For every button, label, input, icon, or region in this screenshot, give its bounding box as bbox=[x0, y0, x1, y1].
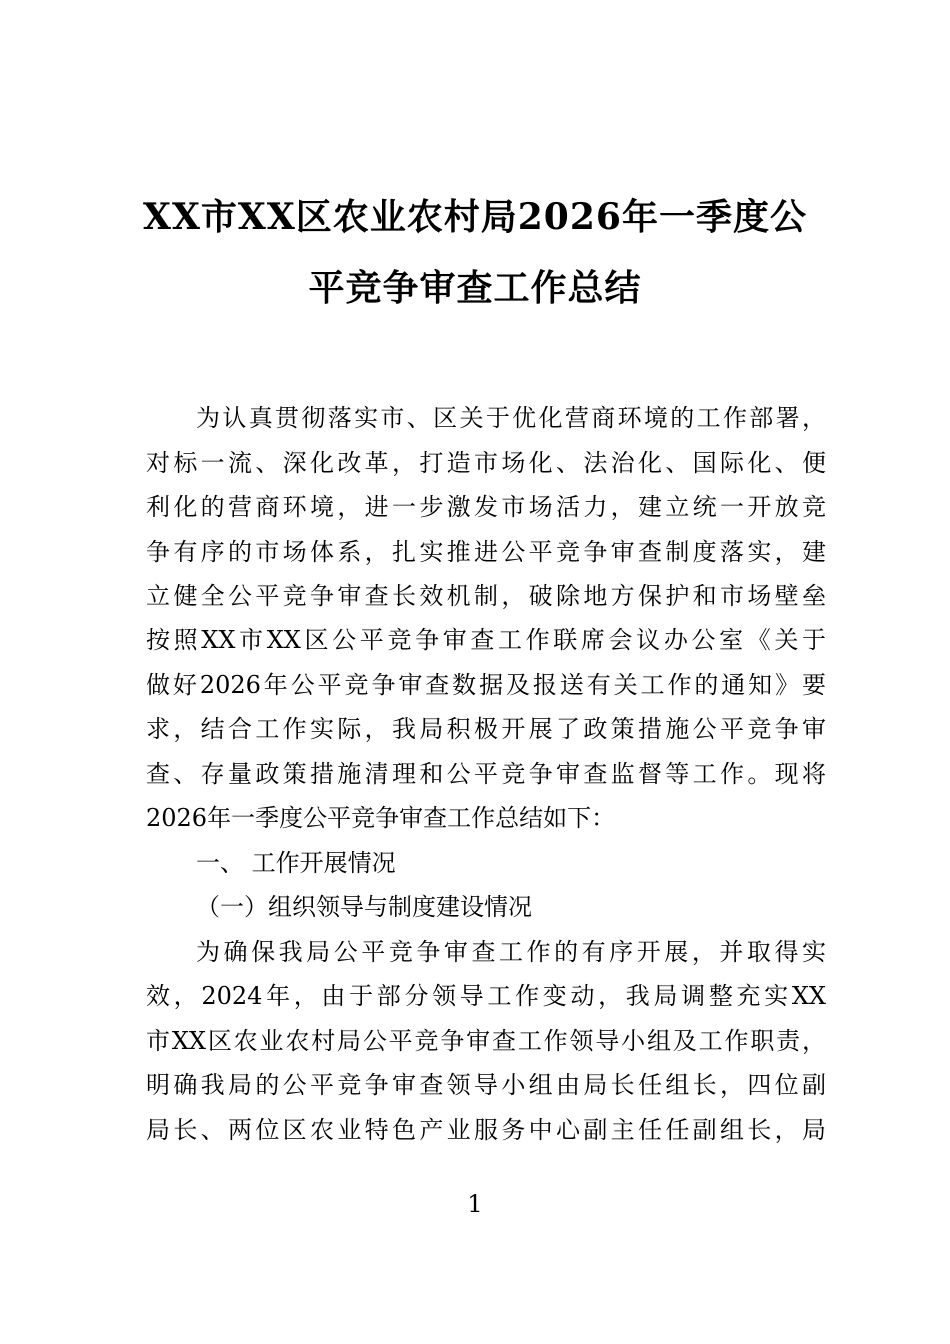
subsection-heading: （一）组织领导与制度建设情况 bbox=[196, 893, 532, 921]
intro-paragraph-line: 按照XX市XX区公平竞争审查工作联席会议办公室《关于 bbox=[146, 626, 826, 654]
intro-paragraph-line: 利化的营商环境，进一步激发市场活力，建立统一开放竞 bbox=[146, 493, 826, 521]
section-paragraph-line: 局长、两位区农业特色产业服务中心副主任任副组长，局 bbox=[146, 1116, 826, 1144]
section-paragraph-line: 效，2024年，由于部分领导工作变动，我局调整充实XX bbox=[146, 982, 826, 1010]
intro-paragraph-line: 争有序的市场体系，扎实推进公平竞争审查制度落实，建 bbox=[146, 538, 826, 566]
intro-paragraph-line: 求，结合工作实际，我局积极开展了政策措施公平竞争审 bbox=[146, 715, 826, 743]
page-number: 1 bbox=[467, 1190, 483, 1218]
document-title-line-2: 平竞争审查工作总结 bbox=[308, 267, 642, 309]
intro-paragraph-line: 为认真贯彻落实市、区关于优化营商环境的工作部署， bbox=[196, 404, 826, 432]
section-heading: 一、 工作开展情况 bbox=[196, 849, 396, 877]
document-title-line-1: XX市XX区农业农村局2026年一季度公 bbox=[143, 196, 807, 238]
intro-paragraph-line: 做好2026年公平竞争审查数据及报送有关工作的通知》要 bbox=[146, 671, 826, 699]
intro-paragraph-line: 查、存量政策措施清理和公平竞争审查监督等工作。现将 bbox=[146, 760, 826, 788]
intro-paragraph-line: 对标一流、深化改革，打造市场化、法治化、国际化、便 bbox=[146, 449, 826, 477]
intro-paragraph-line: 立健全公平竞争审查长效机制，破除地方保护和市场壁垒 bbox=[146, 582, 826, 610]
section-paragraph-line: 明确我局的公平竞争审查领导小组由局长任组长，四位副 bbox=[146, 1071, 826, 1099]
section-paragraph-line: 市XX区农业农村局公平竞争审查工作领导小组及工作职责， bbox=[146, 1027, 826, 1055]
section-paragraph-line: 为确保我局公平竞争审查工作的有序开展，并取得实 bbox=[196, 938, 826, 966]
intro-paragraph-line: 2026年一季度公平竞争审查工作总结如下： bbox=[146, 804, 616, 832]
